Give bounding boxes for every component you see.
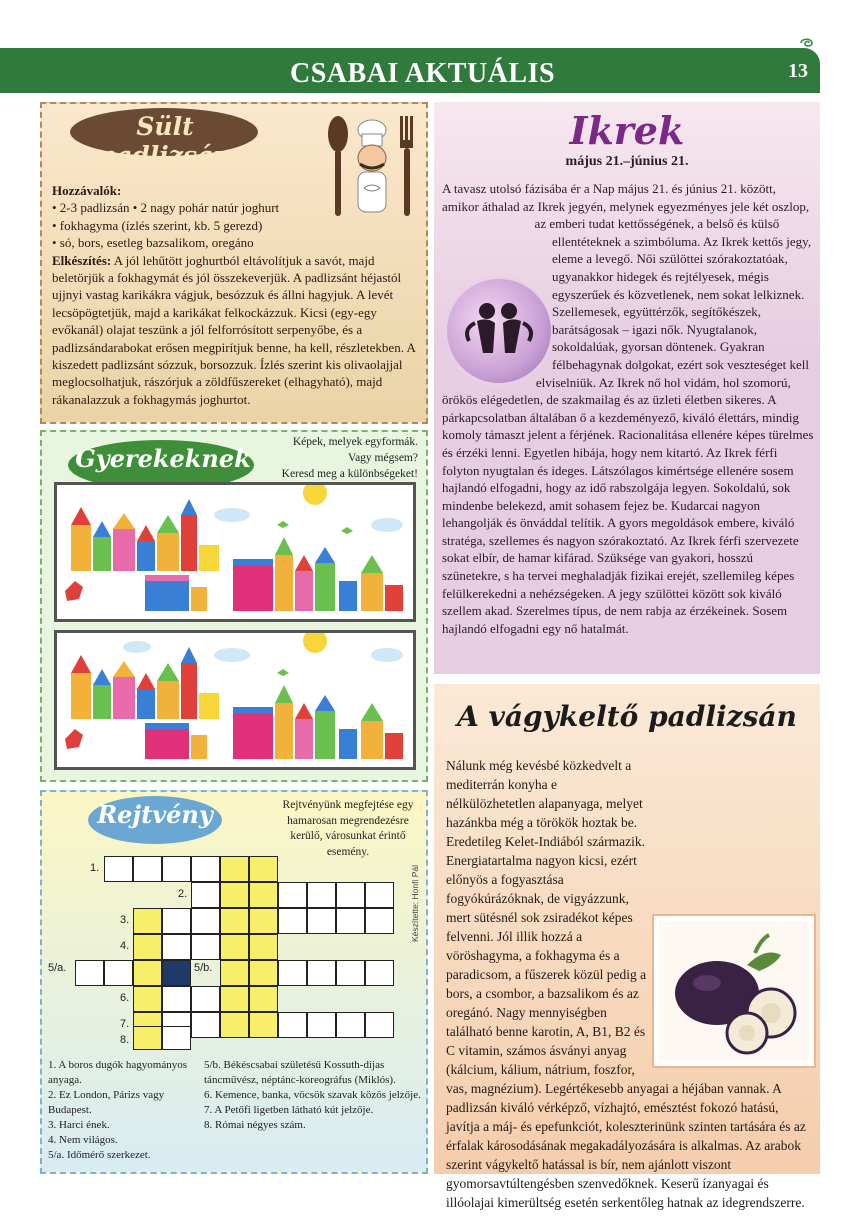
clue-item: 5/b. Békéscsabai születésű Kossuth-díjas táncművész, néptánc-koreográfus (Miklós). [204,1059,396,1086]
row-label: 3. [120,914,130,926]
crossword-cell[interactable] [162,986,191,1012]
preparation-label: Elkészítés: [52,252,112,268]
kids-instructions [248,434,418,482]
crossword-cell[interactable] [278,960,307,986]
crossword-cell[interactable] [220,908,249,934]
spot-difference-picture-2 [54,630,416,770]
recipe-panel [40,102,428,424]
crossword-cell[interactable] [249,986,278,1012]
crossword-cell[interactable] [220,856,249,882]
crossword-cell[interactable] [220,882,249,908]
crossword-cell[interactable] [365,908,394,934]
horoscope-dates: május 21.–június 21. [565,154,689,169]
clue-item: 5/a. Időmérő szerkezet. [48,1149,151,1161]
kids-instruction-line: Keresd meg a különbségeket! [281,468,418,480]
crossword-cell[interactable] [249,934,278,960]
page-number: 13 [788,60,808,82]
clue-item: 8. Római négyes szám. [204,1119,306,1131]
crossword-cell[interactable] [249,1012,278,1038]
crossword-cell[interactable] [365,882,394,908]
crossword-cell[interactable] [220,986,249,1012]
crossword-cell[interactable] [162,856,191,882]
crossword-cell[interactable] [365,1012,394,1038]
crossword-cell[interactable] [133,1026,162,1050]
puzzle-title: Rejtvény [97,800,213,829]
crossword-cell[interactable] [162,1026,191,1050]
eggplant-article-panel [434,684,820,1210]
crossword-cell[interactable] [220,934,249,960]
ingredients-heading: Hozzávalók: [52,183,122,198]
clues-right [204,1058,426,1133]
crossword-cell[interactable] [220,960,249,986]
crossword-separator-cell [162,960,191,986]
row-label: 5/b. [194,962,213,974]
article-text-block [446,756,812,1212]
ingredient-line: • 2-3 padlizsán • 2 nagy pohár natúr joghurt [52,200,280,216]
row-label: 8. [120,1034,130,1046]
crossword-cell[interactable] [249,960,278,986]
row-label: 1. [90,862,100,874]
crossword-cell[interactable] [104,960,133,986]
spot-difference-picture-1 [54,482,416,622]
article-title: A vágykeltő padlizsán [457,700,797,733]
horoscope-title: Ikrek [569,108,685,153]
eggplant-photo [654,916,814,1066]
crossword-cell[interactable] [278,882,307,908]
recipe-text [52,182,420,408]
ingredient-line: • só, bors, esetleg bazsalikom, oregáno [52,235,254,251]
crossword-cell[interactable] [104,856,133,882]
row-label: 4. [120,940,130,952]
preparation-paragraph [52,252,420,409]
row-label: 2. [178,888,188,900]
puzzle-credit: Készítette: Honfi Pál [410,864,420,942]
crossword-cell[interactable] [133,960,162,986]
recipe-title: Sült padlizsán [98,112,232,170]
kids-title: Gyerekeknek [75,444,251,473]
crossword-cell[interactable] [249,856,278,882]
crossword-cell[interactable] [307,1012,336,1038]
crossword-cell[interactable] [191,908,220,934]
crossword-cell[interactable] [191,856,220,882]
crossword-cell[interactable] [336,908,365,934]
crossword-cell[interactable] [336,882,365,908]
crossword-cell[interactable] [133,934,162,960]
clue-item: 3. Harci ének. [48,1119,110,1131]
article-text: Nálunk még kevésbé közkedvelt a mediterrán konyha e nélkülözhetetlen alapanyaga, melyet hazánkba még a törökök hoztak be. Eredetileg Kelet-Indiából származik. Energiatartalma nagyon kicsi, ezért előnyös a fogyasztása fogyókúrázóknak, de vigyázzunk, mert sütésnél sok zsiradékot képes felvenni. Jól illik hozzá a vöröshagyma, a fokhagyma és a paradicsom, a fűszerek közül pedig a bors, a csombor, a bazsalikom és az oregánó. Nagy mennyiségben található benne karotin, A, B1, B2 és C vitamin, számos ásványi anyag (kálcium, kálium, nátrium, foszfor, vas, magnézium). Legértékesebb anyagai a héjában vannak. A padlizsán kiváló vérképző, vízhajtó, emésztést fokozó hatású, javítja a máj- és epefunkciót, koleszterinünk szinten tartására és az érfalak károsodásának megakadályozására is alkalmas. Az arabok szerint vágykeltő hatással is bír, nem ajánlott viszont gyomorsavtúltengésben szenvedőknek. Keserű ízanyagai és illóolajai kimerültség esetén serkentőleg hatnak az idegrendszerre. [446,758,806,1210]
crossword-cell[interactable] [278,908,307,934]
title-part-1: CSABAI [290,58,399,89]
crossword-cell[interactable] [307,908,336,934]
crossword-cell[interactable] [191,934,220,960]
crossword-cell[interactable] [249,882,278,908]
crossword-cell[interactable] [191,1012,220,1038]
swirl-ornament-icon [798,36,816,54]
clue-item: 2. Ez London, Párizs vagy Budapest. [48,1089,165,1116]
crossword-cell[interactable] [133,856,162,882]
crossword-cell[interactable] [133,908,162,934]
preparation-text: A jól lehűtött joghurtból eltávolítjuk a savót, majd beletörjük a fokhagymát és jól összekeverjük. A padlizsánt héjastól ujjnyi vastag karikákra vágjuk, besózzuk és állni hagyjuk. A levét lecsöpögtetjük, majd a karikákat felkockázzuk. Kicsi (egy-egy evőkanál) olajat teszünk a jól felforrósított serpenyőbe, és a padlizsándarabokat erősen megpirítjuk benne, ha kell, részletekben. A kiszedett padlizsánt sózzuk, borsozzuk. Ízlés szerint kis olivaolajjal meglocsolhatjuk, rászórjuk a zöldfűszereket (elhagyható), majd rákanalazzuk a fokhagymás joghurtot. [52,252,416,407]
clues-left [48,1058,198,1163]
crossword-panel [40,790,428,1174]
crossword-cell[interactable] [249,908,278,934]
row-label: 6. [120,992,130,1004]
title-part-2: AKTUÁLIS [404,58,556,89]
row-label: 5/a. [48,962,67,974]
crossword-cell[interactable] [307,882,336,908]
crossword-cell[interactable] [365,960,394,986]
kids-instruction-line: Képek, melyek egyformák. [292,436,418,448]
horoscope-panel [434,102,820,674]
ingredient-line: • fokhagyma (ízlés szerint, kb. 5 gerezd) [52,217,263,233]
crossword-cell[interactable] [336,960,365,986]
clue-item: 6. Kemence, banka, vöcsök szavak közös jelzője. [204,1089,421,1101]
crossword-cell[interactable] [133,986,162,1012]
puzzle-instructions: Rejtvényünk megfejtése egy hamarosan megrendezésre kerülő, városunkat érintő esemény. [282,799,414,858]
horoscope-text: A tavasz utolsó fázisába ér a Nap május 21. és június 21. között, amikor áthalad az Ikrek jegyén, melynek egyezményes jele két oszlop, az emberi tudat kettősségének, a belső és külső ellentéteknek a szimbóluma. Az Ikrek kettős jegy, eleme a levegő. Női szülöttei szórakoztatóak, ugyanakkor hidegek és rejtélyesek, mégis egyszerűek és közvetlenek, nem sokat lelkiznek. Szellemesek, együttérzők, segítőkészek, barátságosak – igazi nők. Nyugtalanok, sokoldalúak, gyorsan döntenek. Gyakran félbehagynak dolgokat, ezért sok veszteséget kell elviselniük. Az Ikrek nő hol vidám, hol szomorú, örökös elégedetlen, de szakmailag és az üzleti életben sikeres. A párkapcsolatban általában ő a kezdeményező, kiváló élettárs, mindig komoly támaszt jelent a férjének. Racionalitása ellenére képes türelmes és érzéki lenni. Egyetlen hibája, hogy nem kitartó. Az Ikrek férfi folyton nyugtalan és ideges. Látszólagos kimértsége ellenére sosem hajlandó elfogadni, hogy az idő rabszolgája legyen. Sokoldalú, sok mindenbe belekezd, amit sohasem fejez be. Kudarcai nagyon lehangolják és önváddal telítik. A gyors megoldások embere, kiváló stratéga, szellemes és nagyon szórakoztató. Az Ikrek férfi szervezete sokat elbír, de hamar kifárad. Szüksége van gyakori, hosszú szünetekre, s ha tervei meghaladják fizikai erejét, szellemileg képes felülkerekedni a nehézségeken. A jegy szülöttei között sok kiváló szellem akad. Szerelmes típus, de nem rabja az érzékeinek. Sosem hajlandó elfogadni egy nő hatalmát. [442,181,814,636]
row-label: 7. [120,1018,130,1030]
horoscope-text-block [442,180,814,637]
kids-instruction-line: Vagy mégsem? [348,452,418,464]
crossword-cell[interactable] [278,1012,307,1038]
kids-panel [40,430,428,782]
crossword-cell[interactable] [191,986,220,1012]
clue-item: 4. Nem világos. [48,1134,118,1146]
magazine-title [290,58,555,90]
crossword-cell[interactable] [75,960,104,986]
crossword-cell[interactable] [162,908,191,934]
clue-item: 1. A boros dugók hagyományos anyaga. [48,1059,188,1086]
clue-item: 7. A Petőfi ligetben látható kút jelzője. [204,1104,374,1116]
crossword-cell[interactable] [307,960,336,986]
crossword-cell[interactable] [336,1012,365,1038]
crossword-cell[interactable] [220,1012,249,1038]
text-wrap-spacer [442,254,552,386]
crossword-cell[interactable] [191,882,220,908]
crossword-cell[interactable] [162,934,191,960]
